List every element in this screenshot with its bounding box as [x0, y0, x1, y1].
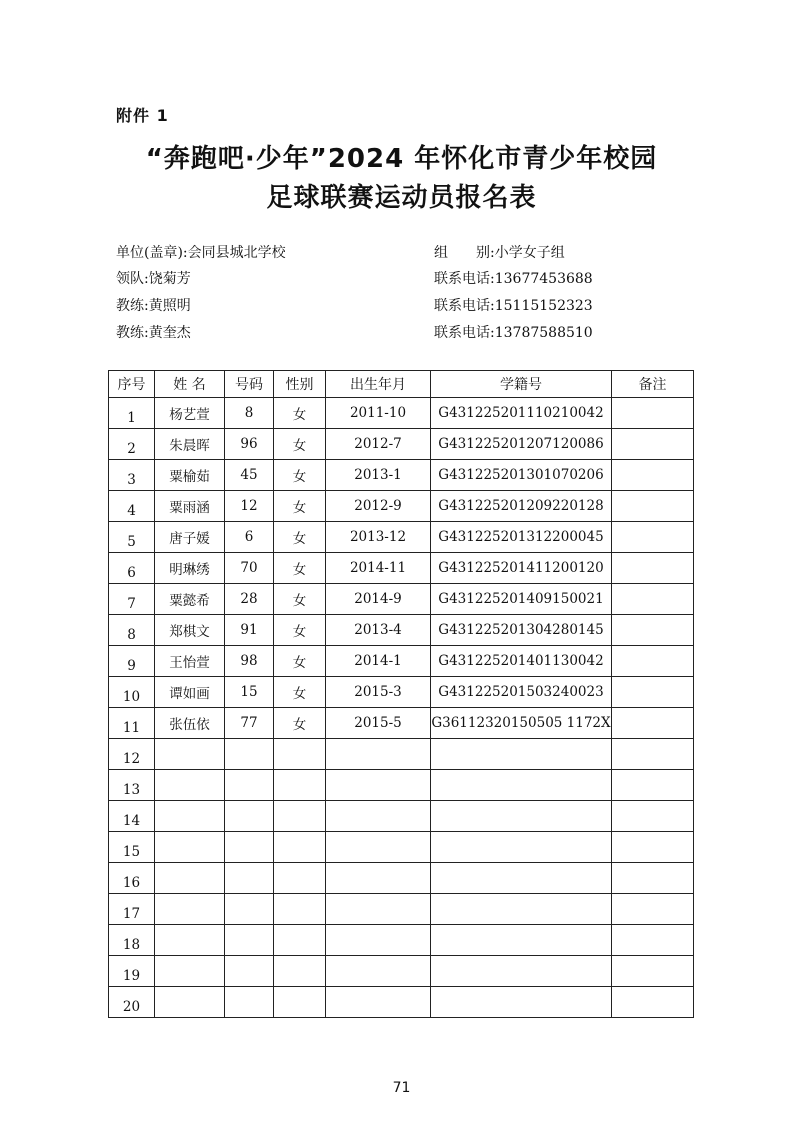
- cell-name: 杨艺萱: [155, 398, 225, 429]
- table-row: [109, 863, 694, 894]
- cell-name: [155, 925, 225, 956]
- cell-gender: 女: [274, 677, 326, 708]
- table-row: [109, 832, 694, 863]
- cell-student-id: [431, 894, 612, 925]
- cell-index: 13: [109, 770, 155, 801]
- cell-student-id: G431225201301070206: [431, 460, 612, 491]
- cell-index: 14: [109, 801, 155, 832]
- cell-number: 28: [225, 584, 274, 615]
- cell-student-id: G431225201110210042: [431, 398, 612, 429]
- cell-birth: [326, 863, 431, 894]
- cell-remarks: [612, 832, 694, 863]
- cell-gender: 女: [274, 429, 326, 460]
- cell-gender: 女: [274, 522, 326, 553]
- cell-name: [155, 956, 225, 987]
- cell-index: 8: [109, 615, 155, 646]
- cell-birth: [326, 987, 431, 1018]
- page-number: 71: [392, 1080, 411, 1096]
- cell-name: 郑棋文: [155, 615, 225, 646]
- cell-index: 7: [109, 584, 155, 615]
- cell-birth: [326, 925, 431, 956]
- cell-remarks: [612, 429, 694, 460]
- cell-number: 96: [225, 429, 274, 460]
- header-number: 号码: [225, 371, 274, 398]
- cell-name: 张伍依: [155, 708, 225, 739]
- cell-student-id: G431225201411200120: [431, 553, 612, 584]
- coach2-info: [116, 322, 191, 342]
- cell-index: 6: [109, 553, 155, 584]
- cell-number: 6: [225, 522, 274, 553]
- cell-gender: [274, 987, 326, 1018]
- cell-gender: 女: [274, 491, 326, 522]
- cell-gender: 女: [274, 460, 326, 491]
- cell-number: [225, 987, 274, 1018]
- table-row: [109, 708, 694, 739]
- cell-index: 20: [109, 987, 155, 1018]
- table-row: [109, 584, 694, 615]
- cell-birth: [326, 739, 431, 770]
- cell-number: [225, 770, 274, 801]
- coach1-label: 教练:: [116, 298, 149, 314]
- coach2-value: 黄奎杰: [148, 325, 191, 341]
- cell-gender: 女: [274, 708, 326, 739]
- table-row: [109, 770, 694, 801]
- cell-birth: [326, 832, 431, 863]
- cell-remarks: [612, 615, 694, 646]
- leader-value: 饶菊芳: [148, 271, 191, 287]
- cell-name: 粟懿希: [155, 584, 225, 615]
- table-row: [109, 398, 694, 429]
- header-gender: 性别: [274, 371, 326, 398]
- coach1-value: 黄照明: [148, 298, 191, 314]
- table-row: [109, 646, 694, 677]
- cell-student-id: [431, 863, 612, 894]
- cell-number: 15: [225, 677, 274, 708]
- cell-gender: 女: [274, 398, 326, 429]
- cell-remarks: [612, 770, 694, 801]
- cell-student-id: G431225201207120086: [431, 429, 612, 460]
- cell-birth: 2015-3: [326, 677, 431, 708]
- cell-student-id: G431225201503240023: [431, 677, 612, 708]
- cell-remarks: [612, 801, 694, 832]
- cell-remarks: [612, 894, 694, 925]
- cell-index: 12: [109, 739, 155, 770]
- group-info: [434, 242, 565, 262]
- header-remarks: 备注: [612, 371, 694, 398]
- cell-number: 91: [225, 615, 274, 646]
- cell-gender: 女: [274, 646, 326, 677]
- cell-remarks: [612, 987, 694, 1018]
- cell-remarks: [612, 398, 694, 429]
- unit-label: 单位(盖章):: [116, 245, 188, 261]
- coach1-phone: 15115152323: [494, 298, 593, 314]
- cell-name: 粟雨涵: [155, 491, 225, 522]
- cell-birth: 2015-5: [326, 708, 431, 739]
- form-title-line2: 足球联赛运动员报名表: [266, 183, 537, 213]
- table-row: [109, 739, 694, 770]
- cell-student-id: G36112320150505 1172X: [431, 708, 612, 739]
- cell-index: 11: [109, 708, 155, 739]
- cell-remarks: [612, 863, 694, 894]
- coach2-phone: 13787588510: [494, 325, 593, 341]
- cell-number: 70: [225, 553, 274, 584]
- cell-student-id: [431, 739, 612, 770]
- coach2-label: 教练:: [116, 325, 149, 341]
- cell-number: [225, 956, 274, 987]
- cell-birth: 2013-4: [326, 615, 431, 646]
- cell-name: 王怡萱: [155, 646, 225, 677]
- cell-remarks: [612, 553, 694, 584]
- cell-index: 17: [109, 894, 155, 925]
- table-row: [109, 491, 694, 522]
- cell-gender: [274, 832, 326, 863]
- table-row: [109, 894, 694, 925]
- cell-index: 15: [109, 832, 155, 863]
- cell-birth: 2012-7: [326, 429, 431, 460]
- cell-number: [225, 863, 274, 894]
- cell-remarks: [612, 677, 694, 708]
- table-row: [109, 987, 694, 1018]
- cell-index: 1: [109, 398, 155, 429]
- cell-birth: 2013-1: [326, 460, 431, 491]
- cell-remarks: [612, 460, 694, 491]
- cell-name: [155, 739, 225, 770]
- table-row: [109, 615, 694, 646]
- coach2-phone-info: [434, 322, 593, 342]
- cell-birth: 2012-9: [326, 491, 431, 522]
- leader-phone-info: [434, 268, 593, 288]
- unit-value: 会同县城北学校: [187, 245, 286, 261]
- cell-number: 12: [225, 491, 274, 522]
- cell-number: 98: [225, 646, 274, 677]
- cell-gender: [274, 894, 326, 925]
- coach1-info: [116, 295, 191, 315]
- cell-birth: 2011-10: [326, 398, 431, 429]
- cell-gender: [274, 863, 326, 894]
- cell-name: [155, 832, 225, 863]
- cell-name: 唐子媛: [155, 522, 225, 553]
- cell-number: 77: [225, 708, 274, 739]
- cell-index: 2: [109, 429, 155, 460]
- cell-remarks: [612, 956, 694, 987]
- cell-remarks: [612, 522, 694, 553]
- cell-number: [225, 832, 274, 863]
- cell-birth: 2014-9: [326, 584, 431, 615]
- cell-index: 18: [109, 925, 155, 956]
- cell-birth: 2014-1: [326, 646, 431, 677]
- table-row: [109, 956, 694, 987]
- leader-phone: 13677453688: [494, 271, 593, 287]
- coach1-phone-label: 联系电话:: [434, 298, 495, 314]
- cell-birth: [326, 770, 431, 801]
- cell-index: 10: [109, 677, 155, 708]
- cell-number: [225, 894, 274, 925]
- coach2-phone-label: 联系电话:: [434, 325, 495, 341]
- cell-student-id: G431225201209220128: [431, 491, 612, 522]
- header-birth: 出生年月: [326, 371, 431, 398]
- cell-name: [155, 894, 225, 925]
- cell-gender: 女: [274, 615, 326, 646]
- table-header-row: [109, 371, 694, 398]
- cell-number: [225, 739, 274, 770]
- cell-birth: [326, 894, 431, 925]
- cell-birth: [326, 956, 431, 987]
- cell-name: [155, 863, 225, 894]
- coach1-phone-info: [434, 295, 593, 315]
- header-student-id: 学籍号: [431, 371, 612, 398]
- attachment-label: 附件 1: [116, 106, 169, 125]
- table-row: [109, 925, 694, 956]
- cell-student-id: G431225201304280145: [431, 615, 612, 646]
- cell-student-id: [431, 987, 612, 1018]
- table-row: [109, 460, 694, 491]
- group-label: 组 别:: [434, 245, 495, 261]
- cell-gender: [274, 739, 326, 770]
- cell-gender: [274, 801, 326, 832]
- cell-name: [155, 801, 225, 832]
- cell-name: 粟榆茹: [155, 460, 225, 491]
- cell-gender: 女: [274, 553, 326, 584]
- cell-student-id: [431, 956, 612, 987]
- table-row: [109, 553, 694, 584]
- table-row: [109, 429, 694, 460]
- leader-label: 领队:: [116, 271, 149, 287]
- cell-name: 谭如画: [155, 677, 225, 708]
- cell-number: [225, 801, 274, 832]
- form-title-line1: “奔跑吧·少年”2024 年怀化市青少年校园: [145, 144, 658, 174]
- cell-index: 5: [109, 522, 155, 553]
- roster-table: [108, 370, 694, 1018]
- group-value: 小学女子组: [494, 245, 565, 261]
- table-row: [109, 801, 694, 832]
- cell-student-id: G431225201409150021: [431, 584, 612, 615]
- cell-student-id: [431, 832, 612, 863]
- cell-number: 45: [225, 460, 274, 491]
- cell-remarks: [612, 646, 694, 677]
- cell-gender: 女: [274, 584, 326, 615]
- cell-index: 3: [109, 460, 155, 491]
- cell-student-id: G431225201312200045: [431, 522, 612, 553]
- cell-birth: 2014-11: [326, 553, 431, 584]
- cell-name: [155, 770, 225, 801]
- cell-number: [225, 925, 274, 956]
- leader-info: [116, 268, 191, 288]
- cell-index: 16: [109, 863, 155, 894]
- cell-name: [155, 987, 225, 1018]
- cell-student-id: [431, 801, 612, 832]
- cell-index: 4: [109, 491, 155, 522]
- leader-phone-label: 联系电话:: [434, 271, 495, 287]
- cell-remarks: [612, 925, 694, 956]
- roster-body: [109, 398, 694, 1018]
- table-row: [109, 522, 694, 553]
- cell-remarks: [612, 491, 694, 522]
- cell-gender: [274, 956, 326, 987]
- cell-name: 朱晨晖: [155, 429, 225, 460]
- cell-index: 19: [109, 956, 155, 987]
- header-index: 序号: [109, 371, 155, 398]
- cell-remarks: [612, 708, 694, 739]
- cell-student-id: [431, 770, 612, 801]
- cell-gender: [274, 925, 326, 956]
- cell-birth: 2013-12: [326, 522, 431, 553]
- cell-name: 明琳绣: [155, 553, 225, 584]
- cell-student-id: G431225201401130042: [431, 646, 612, 677]
- cell-index: 9: [109, 646, 155, 677]
- cell-number: 8: [225, 398, 274, 429]
- cell-gender: [274, 770, 326, 801]
- unit-info: [116, 242, 286, 262]
- cell-remarks: [612, 739, 694, 770]
- header-name: 姓 名: [155, 371, 225, 398]
- cell-student-id: [431, 925, 612, 956]
- cell-birth: [326, 801, 431, 832]
- table-row: [109, 677, 694, 708]
- cell-remarks: [612, 584, 694, 615]
